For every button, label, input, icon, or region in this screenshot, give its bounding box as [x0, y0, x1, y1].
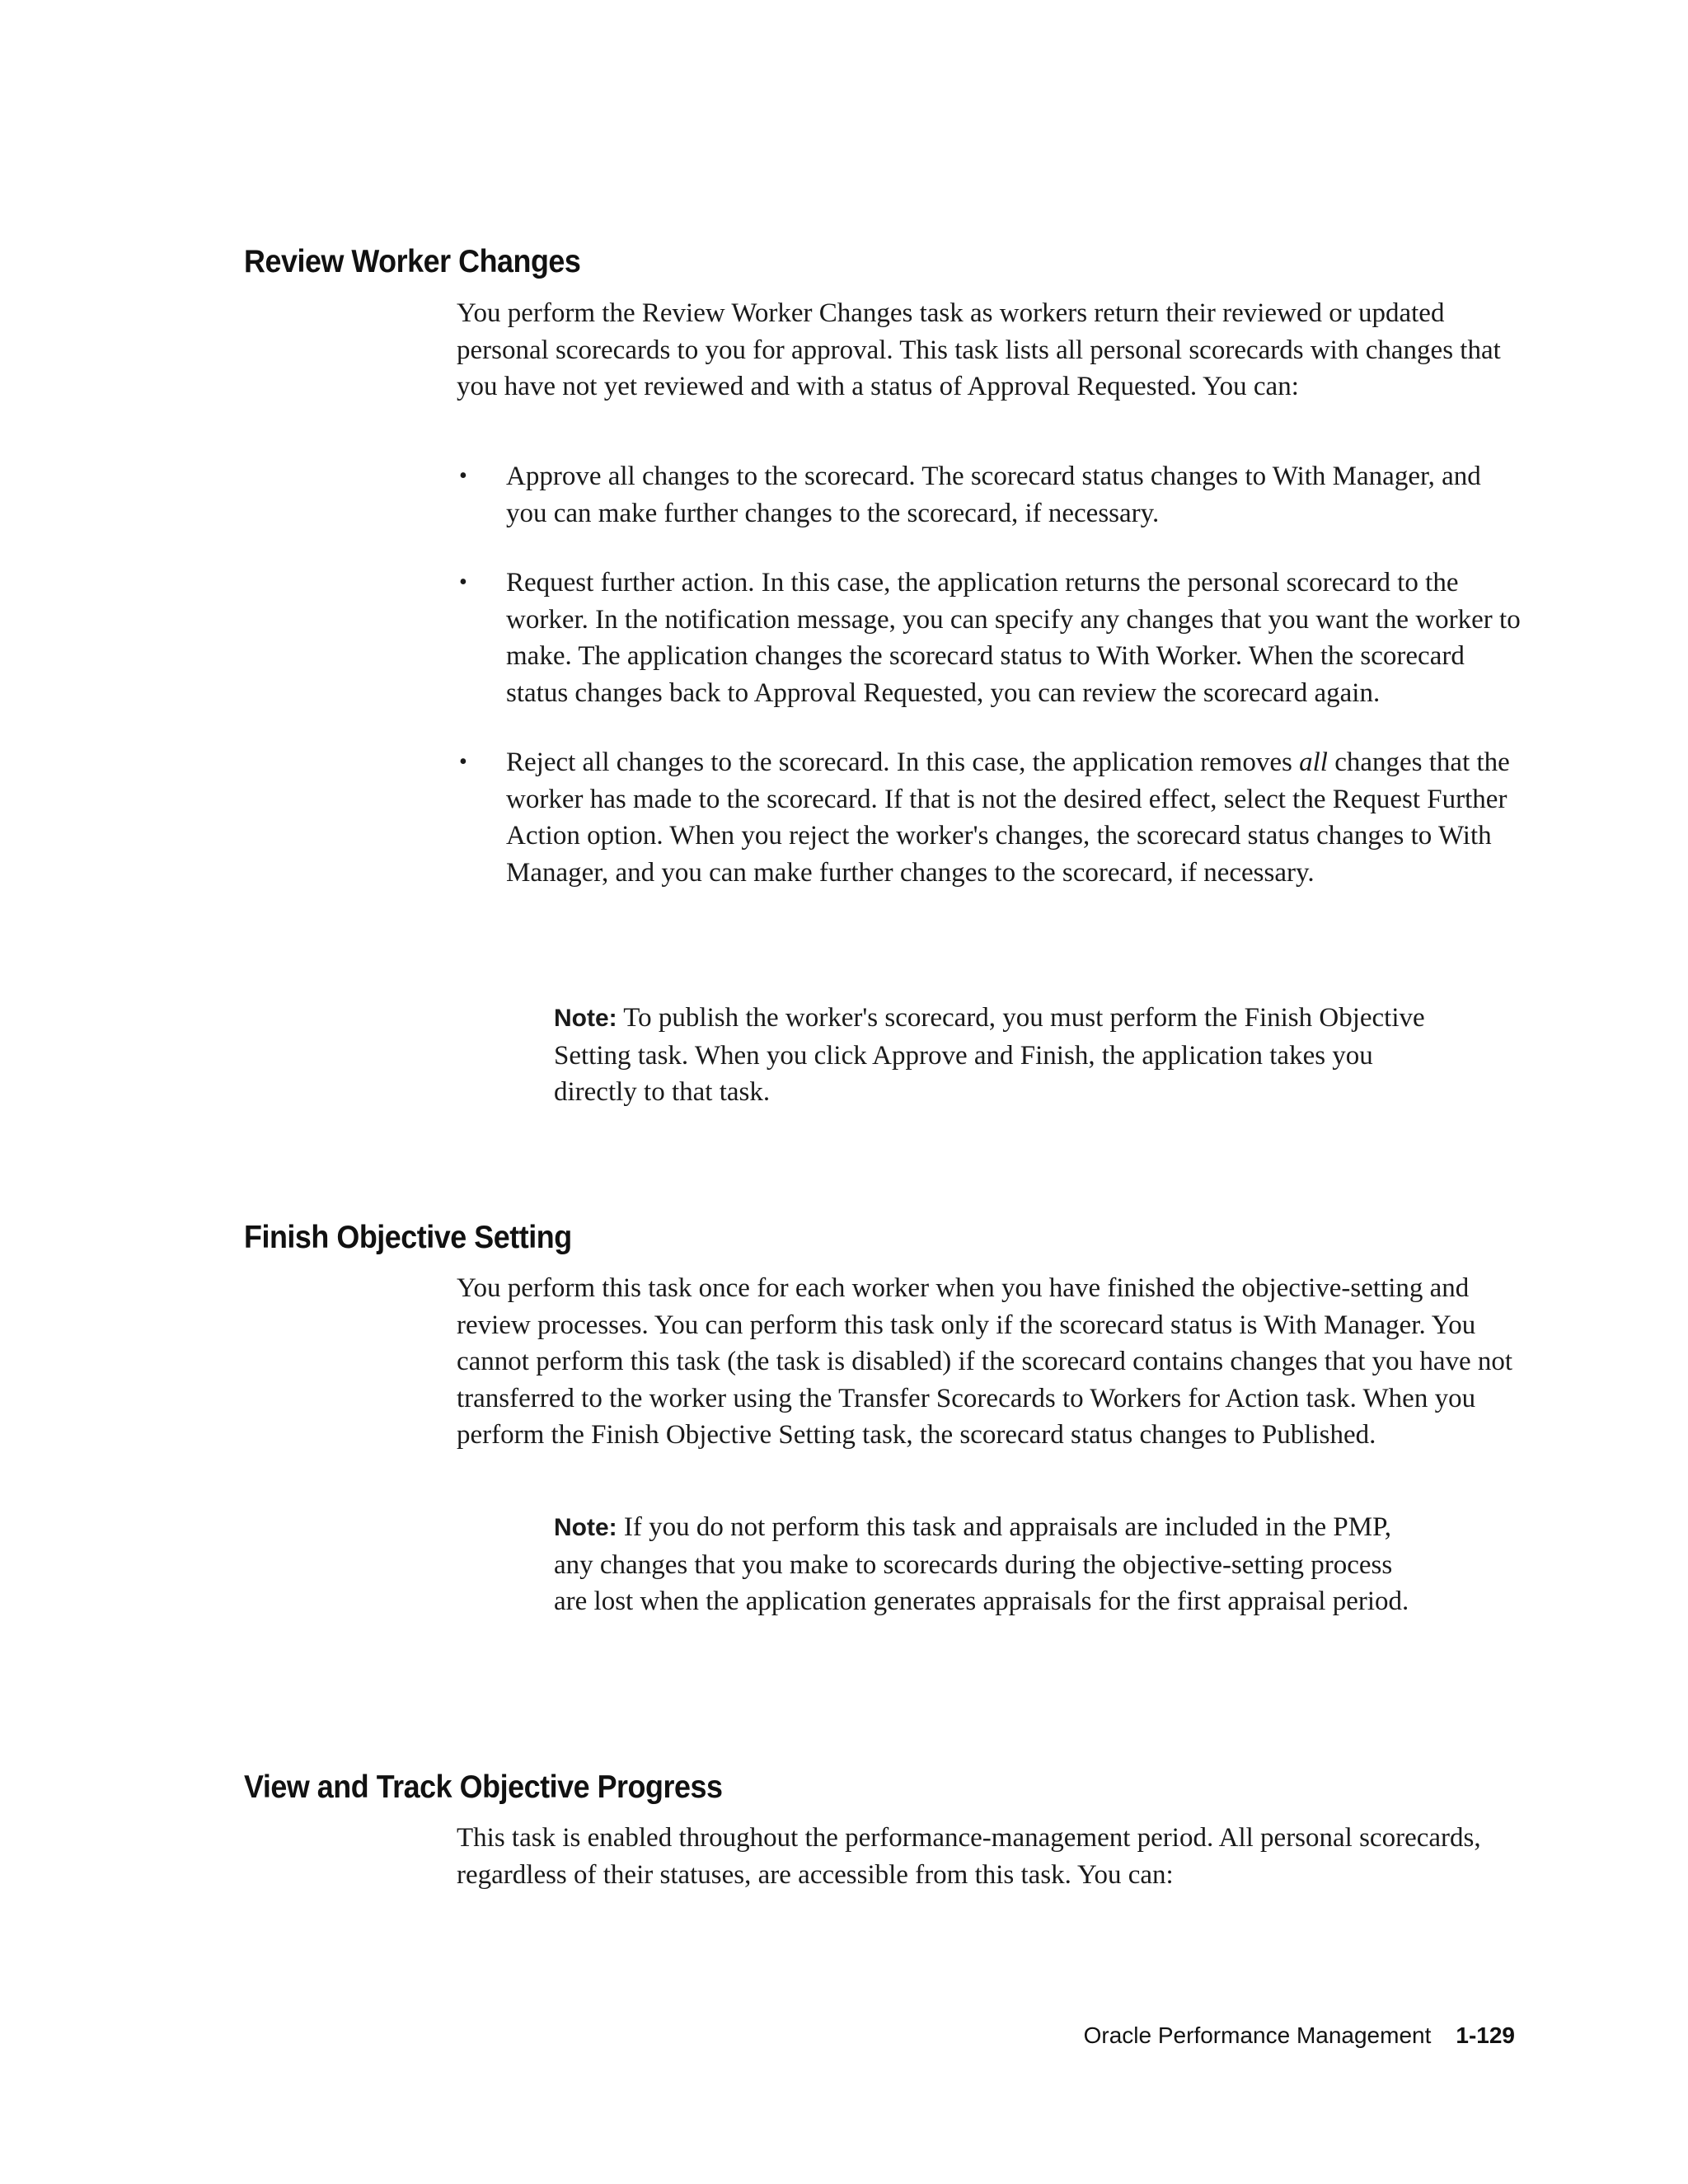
section-heading-review-worker-changes: Review Worker Changes [244, 244, 581, 279]
review-worker-changes-intro: You perform the Review Worker Changes task as workers return their reviewed or updated personal scorecards to you for approval. This task lists all personal scorecards with changes that you have not yet reviewed and with a status of Approval Requested. You can: [457, 298, 1501, 401]
review-options-list [457, 458, 1528, 891]
section-heading-view-and-track: View and Track Objective Progress [244, 1769, 723, 1805]
note-publish-scorecard [554, 1000, 1428, 1111]
list-item [457, 458, 1528, 532]
bullet-icon: • [459, 569, 467, 595]
list-item-text: Request further action. In this case, the application returns the personal scorecard to the worker. In the notification message, you can specify any changes that you want the worker to make. The application changes the scorecard status to With Worker. When the scorecard status changes back to Approval Requested, you can review the scorecard again. [506, 568, 1521, 708]
note-appraisals [554, 1509, 1428, 1620]
note-label: Note: [554, 1005, 617, 1032]
list-item [457, 744, 1528, 891]
page-footer [1084, 2021, 1515, 2050]
note-text: To publish the worker's scorecard, you must perform the Finish Objective Setting task. When you click Approve and Finish, the application takes you directly to that task. [554, 1003, 1425, 1107]
list-item-text: Approve all changes to the scorecard. The scorecard status changes to With Manager, and you can make further changes to the scorecard, if necessary. [506, 462, 1481, 528]
list-item-text-end: changes that the worker has made to the scorecard. If that is not the desired effect, select the Request Further Action option. When you reject the worker's changes, the scorecard status changes to With Manager, and you can make further changes to the scorecard, if necessary. [506, 748, 1510, 888]
section-heading-finish-objective-setting: Finish Objective Setting [244, 1220, 572, 1255]
page-number: 1-129 [1456, 2022, 1515, 2048]
list-item [457, 565, 1528, 711]
list-item-emphasis: all [1299, 748, 1328, 777]
finish-objective-setting-intro: You perform this task once for each worker when you have finished the objective-setting and review processes. You can perform this task only if the scorecard status is With Manager. You cannot perform this task (the task is disabled) if the scorecard contains changes that you have not transferred to the worker using the Transfer Scorecards to Workers for Action task. When you perform the Finish Objective Setting task, the scorecard status changes to Published. [457, 1273, 1513, 1450]
bullet-icon: • [459, 463, 467, 489]
list-item-text-start: Reject all changes to the scorecard. In this case, the application removes [506, 748, 1300, 777]
footer-title: Oracle Performance Management [1083, 2022, 1432, 2048]
note-label: Note: [554, 1514, 617, 1541]
bullet-icon: • [459, 749, 467, 775]
view-and-track-intro: This task is enabled throughout the performance-management period. All personal scorecards, regardless of their statuses, are accessible from this task. You can: [457, 1823, 1481, 1890]
note-text: If you do not perform this task and appraisals are included in the PMP, any changes that you make to scorecards during the objective-setting process are lost when the application generates appraisals for the first appraisal period. [554, 1512, 1409, 1616]
